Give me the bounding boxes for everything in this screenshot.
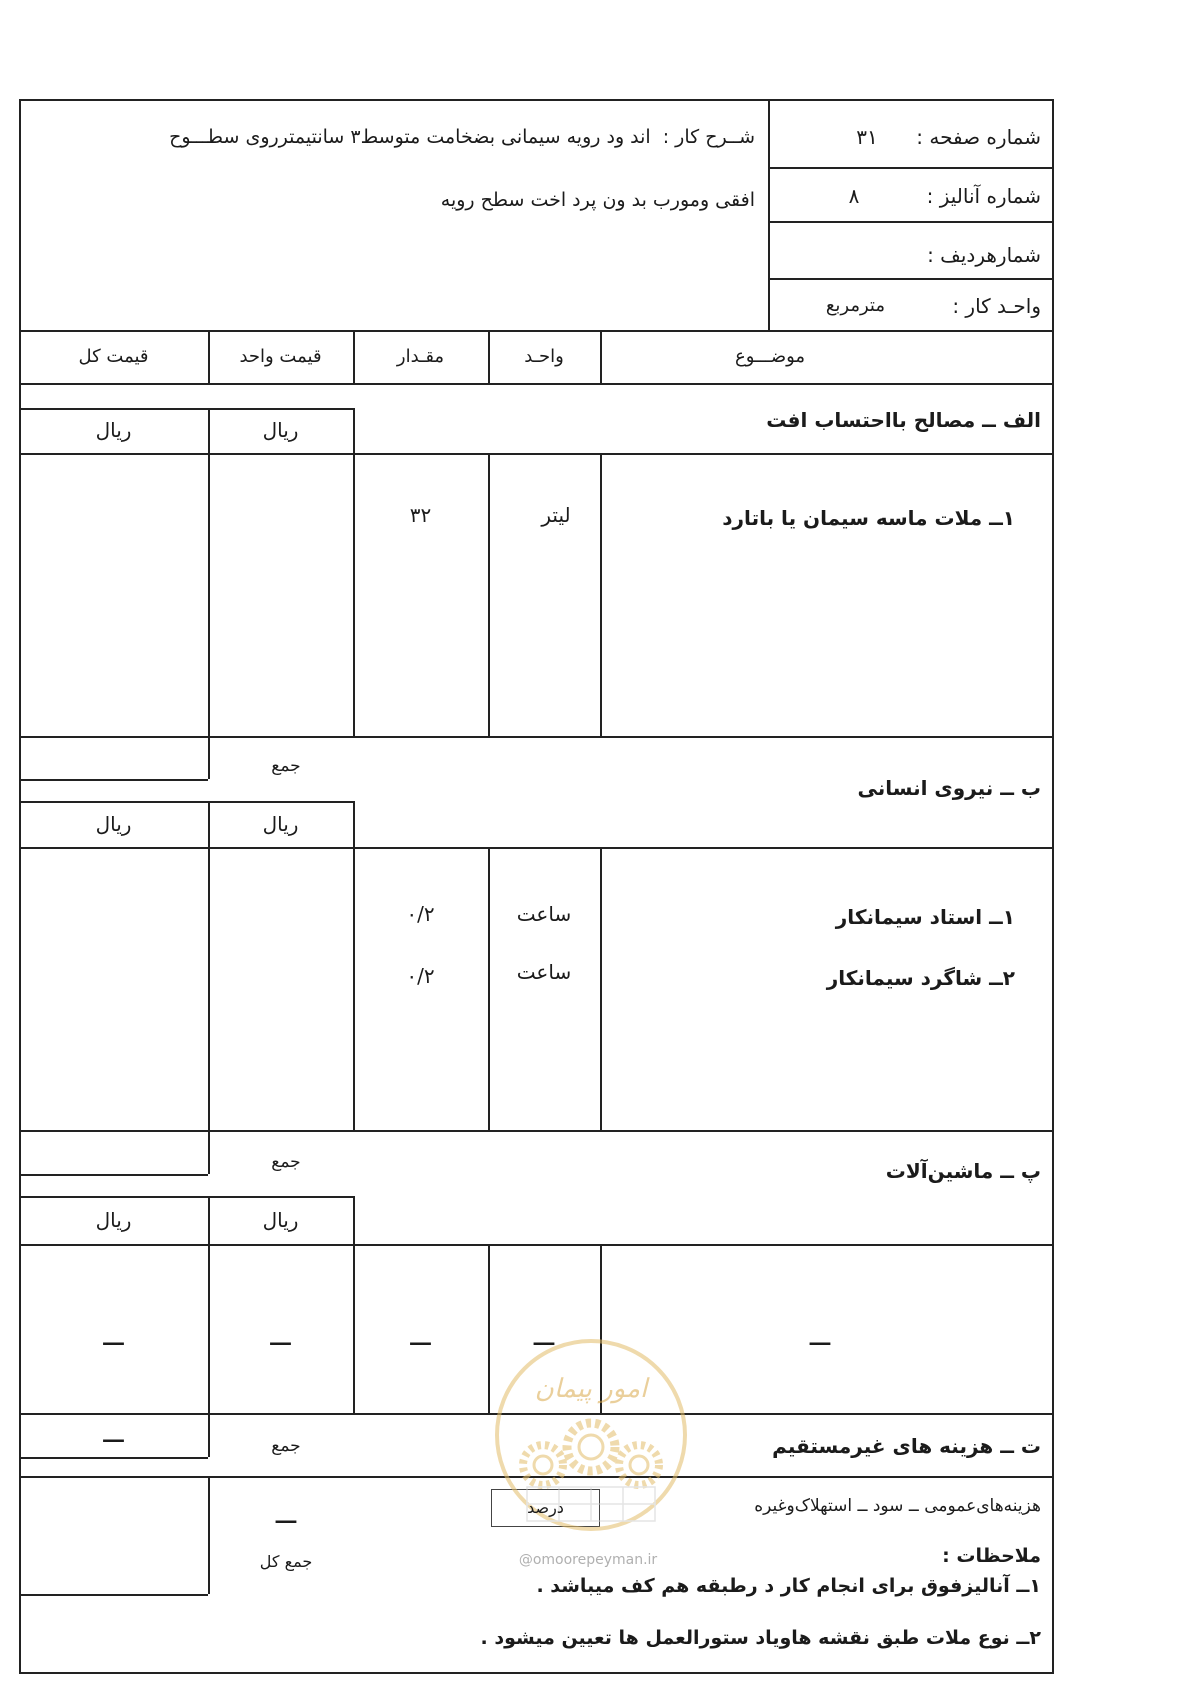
- section-title-labor: ب ــ نیروی انسانی: [857, 776, 1041, 800]
- section-rule: [19, 736, 1052, 738]
- section-rule: [19, 453, 1052, 455]
- column-header-subject: موضـــوع: [734, 346, 806, 367]
- section-title-machinery: پ ــ ماشین‌آلات: [885, 1159, 1041, 1183]
- column-rule: [600, 453, 602, 736]
- note-item: ۲ــ نوع ملات طبق نقشه هاویاد ستورالعمل ها تعیین میشود .: [480, 1627, 1041, 1649]
- sum-box-rule: [208, 1130, 210, 1174]
- sum-value: ـــ: [103, 1423, 124, 1447]
- currency-label: ریال: [262, 1208, 299, 1232]
- table-row-unit: ساعت: [516, 960, 572, 984]
- column-rule: [353, 453, 355, 736]
- section-title-indirect: ت ــ هزینه های غیرمستقیم: [772, 1434, 1041, 1458]
- section-rule: [19, 1130, 1052, 1132]
- overhead-label: هزینه‌های‌عمومی ــ سود ــ استهلاک‌وغیره: [754, 1496, 1041, 1516]
- header-rule: [768, 278, 1052, 280]
- column-rule: [208, 453, 210, 736]
- column-header-unit-price: قیمت واحد: [239, 346, 322, 367]
- sum-box-rule: [19, 1174, 208, 1176]
- column-rule: [208, 847, 210, 1130]
- section-title-materials: الف ــ مصالح بااحتساب افت: [766, 408, 1041, 432]
- currency-box-rule: [353, 408, 355, 453]
- header-rule: [768, 221, 1052, 223]
- note-item: ۱ــ آنالیزفوق برای انجام کار د رطبقه هم کف میباشد .: [536, 1575, 1041, 1597]
- table-row-subject: ـــ: [809, 1326, 831, 1350]
- table-row-subject: ۲ــ شاگرد سیمانکار: [826, 966, 1015, 990]
- table-row-unit: ـــ: [533, 1326, 555, 1350]
- column-header-unit: واحـد: [524, 346, 564, 367]
- page-number-value: ۳۱: [856, 125, 878, 149]
- header-divider: [768, 99, 770, 330]
- table-row-unit: ساعت: [516, 902, 572, 926]
- header-rule: [768, 167, 1052, 169]
- table-row-subject: ۱ــ ملات ماسه سیمان یا باتارد: [722, 506, 1015, 530]
- work-description-line-1: [169, 123, 755, 151]
- table-row-total-price: ـــ: [103, 1326, 124, 1350]
- currency-box-rule: [19, 408, 353, 410]
- total-box-rule: [19, 1594, 208, 1596]
- column-header-total-price: قیمت کل: [78, 346, 149, 367]
- gear-icon: [567, 1423, 615, 1471]
- column-header-quantity: مقـدار: [396, 346, 445, 367]
- column-header-bottom-rule: [19, 383, 1052, 385]
- table-row-quantity: ـــ: [410, 1326, 431, 1350]
- gear-icon: [619, 1445, 659, 1485]
- section-rule: [19, 847, 1052, 849]
- table-row-subject: ۱ــ استاد سیمانکار: [835, 905, 1015, 929]
- section-rule: [19, 1244, 1052, 1246]
- table-row-unit: لیتر: [541, 503, 571, 527]
- sum-box-rule: [208, 736, 210, 779]
- overhead-value: ـــ: [275, 1504, 297, 1528]
- work-description-line-2: افقی ومورب بد ون پرد اخت سطح رویه: [440, 189, 755, 211]
- sum-label: جمع: [271, 756, 301, 776]
- work-description-text: اند ود رویه سیمانی بضخامت متوسط۳ سانتیمترروی سطـــوح: [169, 126, 651, 148]
- column-rule: [488, 847, 490, 1130]
- sum-box-rule: [19, 1457, 208, 1459]
- watermark-handle: @omoorepeyman.ir: [518, 1552, 658, 1568]
- column-rule: [600, 847, 602, 1130]
- currency-label: ریال: [262, 418, 299, 442]
- table-row-quantity: ۰/۲: [406, 902, 435, 926]
- total-box-rule: [208, 1476, 210, 1594]
- work-unit-label: واحـد کار :: [952, 294, 1041, 318]
- currency-box-rule: [19, 801, 353, 803]
- currency-label: ریال: [95, 812, 132, 836]
- notes-title: ملاحظات :: [942, 1545, 1041, 1567]
- currency-box-rule: [353, 801, 355, 847]
- sum-box-rule: [208, 1413, 210, 1457]
- sum-label: جمع: [271, 1152, 301, 1172]
- table-row-unit-price: ـــ: [270, 1326, 291, 1350]
- gear-icon: [523, 1445, 563, 1485]
- watermark-logo-text: امور پیمان: [534, 1374, 648, 1404]
- sum-box-rule: [19, 779, 208, 781]
- column-rule: [488, 453, 490, 736]
- table-row-quantity: ۳۲: [409, 503, 432, 527]
- currency-label: ریال: [95, 1208, 132, 1232]
- work-unit-value: مترمربع: [825, 295, 885, 316]
- currency-label: ریال: [262, 812, 299, 836]
- row-number-label: شمارهردیف :: [927, 243, 1041, 267]
- sum-label: جمع: [271, 1436, 301, 1456]
- analysis-number-value: ۸: [848, 184, 860, 208]
- grand-total-label: جمع کل: [259, 1552, 313, 1571]
- work-description-label: شــرح کار :: [662, 126, 755, 148]
- percent-label: درصد: [527, 1498, 564, 1517]
- currency-label: ریال: [95, 418, 132, 442]
- header-bottom-rule: [19, 330, 1052, 332]
- analysis-number-label: شماره آنالیز :: [926, 184, 1041, 208]
- column-rule: [600, 330, 602, 383]
- currency-box-rule: [19, 1196, 353, 1198]
- table-row-quantity: ۰/۲: [406, 964, 435, 988]
- currency-box-rule: [353, 1196, 355, 1244]
- page-number-label: شماره صفحه :: [916, 125, 1041, 149]
